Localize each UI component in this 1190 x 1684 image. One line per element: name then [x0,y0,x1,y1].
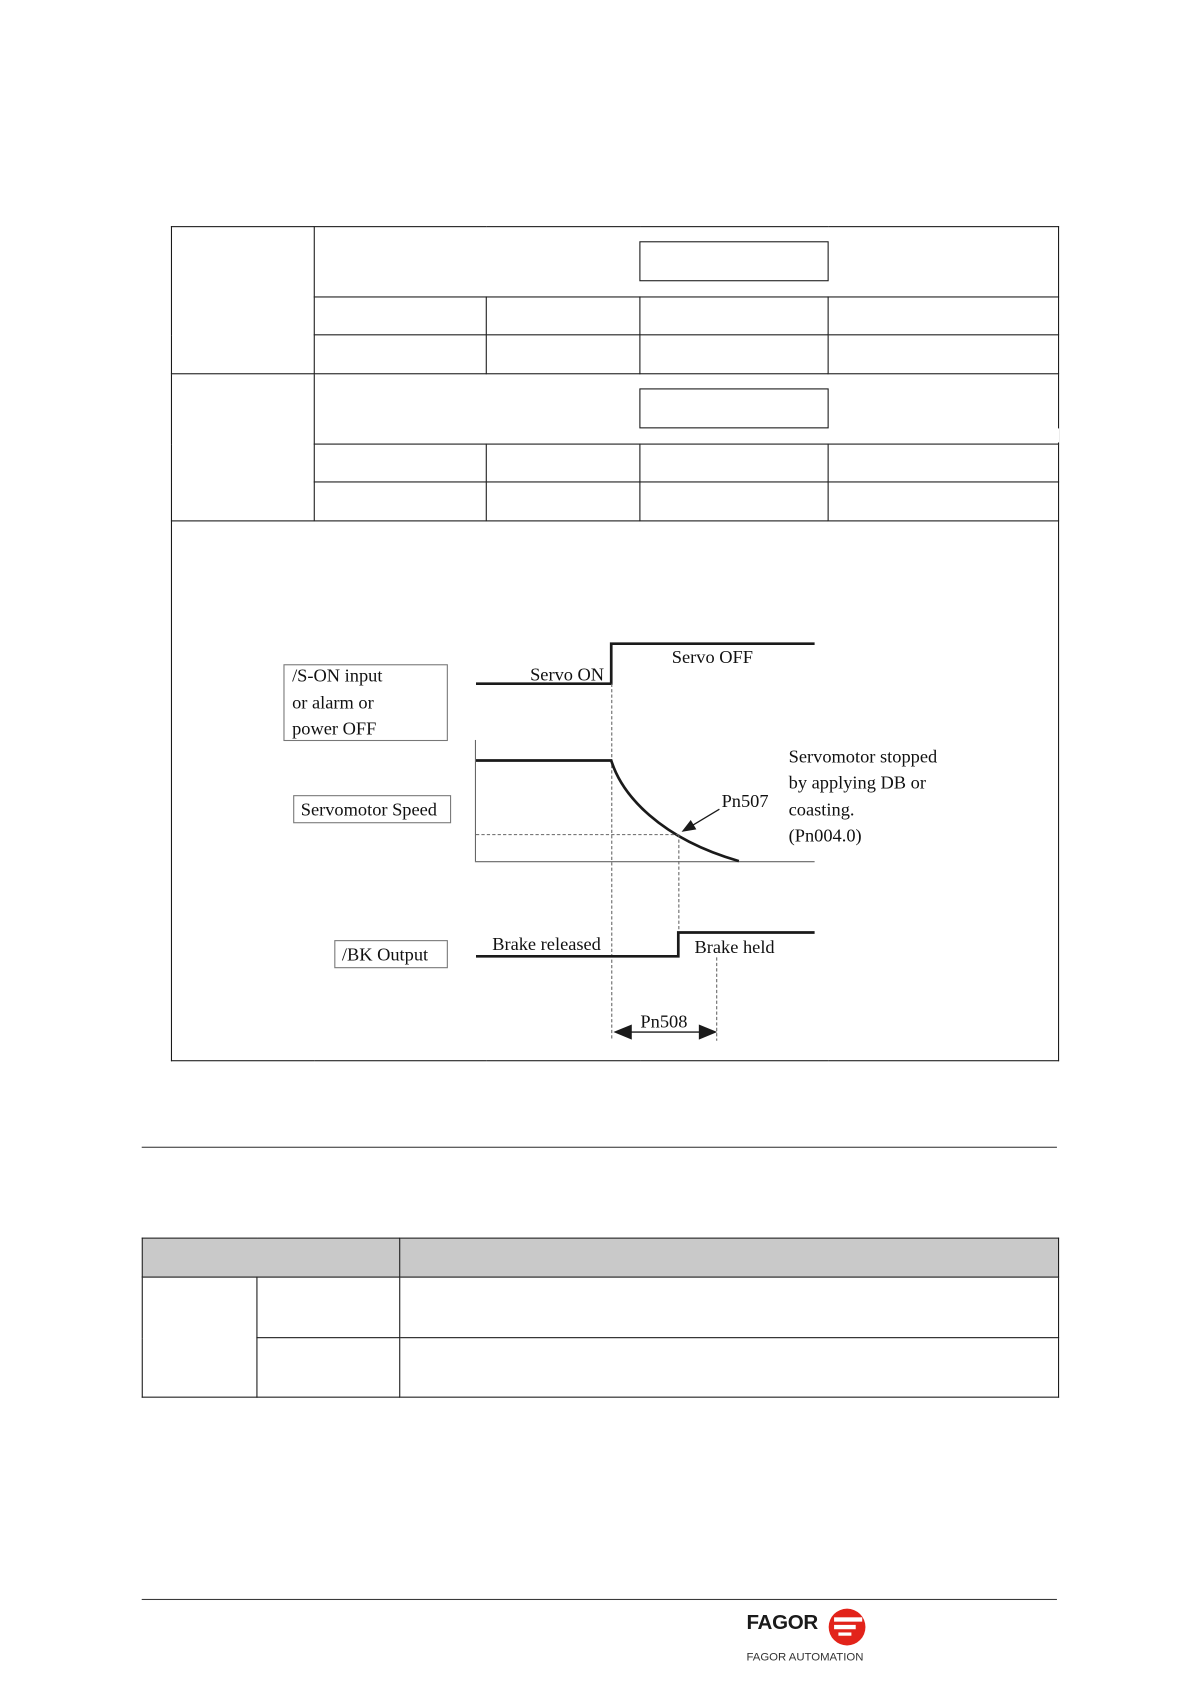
table-header-cell-left [142,1238,399,1277]
settings-table [142,1238,1059,1398]
fagor-logo [746,1608,876,1673]
setting-cell-1 [257,1277,400,1338]
table-header-cell-right [400,1238,1059,1277]
param2-col4-header [828,444,1058,482]
fagor-emblem-icon [828,1608,867,1647]
param2-col4-value [828,482,1058,521]
table-row [142,1277,1058,1338]
speed-label: Servomotor Speed [300,799,438,820]
param1-unit-box [639,241,828,281]
pn507-label: Pn507 [721,791,769,812]
param2-col2-header [486,444,640,482]
table-row [171,374,1058,444]
son-label-line-2: or alarm or [292,692,374,713]
emblem-stripe-middle [834,1625,856,1629]
table-row [171,227,1058,297]
table-header-row [142,1238,1058,1277]
param1-col2-value [486,335,640,374]
stop-note-line-4: (Pn004.0) [788,825,862,846]
param1-col4-header [828,297,1058,335]
param1-col1-value [314,335,486,374]
pn507-arrow-head [682,820,697,832]
setting-cell-2 [257,1338,400,1398]
description-cell-2 [400,1338,1059,1398]
group-cell [142,1277,257,1397]
param1-name-cell [171,227,314,374]
servo-on-label: Servo ON [530,664,605,685]
pn508-label: Pn508 [640,1011,688,1032]
logo-subtitle: FAGOR AUTOMATION [746,1650,864,1664]
param2-name-cell [171,374,314,521]
pn508-arrow-head-left [613,1024,631,1039]
speed-trace [476,761,739,862]
param2-col3-value [640,482,828,521]
emblem-stripe-top [834,1617,862,1621]
border-gap [1055,428,1059,442]
param2-col1-value [314,482,486,521]
stop-note-line-2: by applying DB or [788,772,926,793]
param1-col3-value [640,335,828,374]
logo-wordmark: FAGOR [746,1611,818,1635]
section-divider [142,1147,1057,1148]
bk-label: /BK Output [341,944,429,965]
son-label-line-1: /S-ON input [292,665,383,686]
brake-released-label: Brake released [492,933,601,954]
pn508-arrow-head-right [699,1024,717,1039]
son-signal-trace [476,644,815,684]
param2-col3-header [640,444,828,482]
param1-col4-value [828,335,1058,374]
stop-note-line-3: coasting. [788,799,855,820]
footer-divider [142,1599,1057,1600]
param2-col1-header [314,444,486,482]
param2-col2-value [486,482,640,521]
param1-col3-header [640,297,828,335]
table-row [142,1338,1058,1398]
pn507-arrow-shaft [692,809,719,825]
son-label-line-3: power OFF [292,718,377,739]
param1-col1-header [314,297,486,335]
brake-held-label: Brake held [694,937,775,958]
brake-timing-diagram [172,521,1056,1059]
param2-unit-box [639,388,828,428]
servo-off-label: Servo OFF [671,647,753,668]
description-cell-1 [400,1277,1059,1338]
stop-note-line-1: Servomotor stopped [788,746,938,767]
emblem-stripe-bottom [838,1632,851,1635]
param1-col2-header [486,297,640,335]
